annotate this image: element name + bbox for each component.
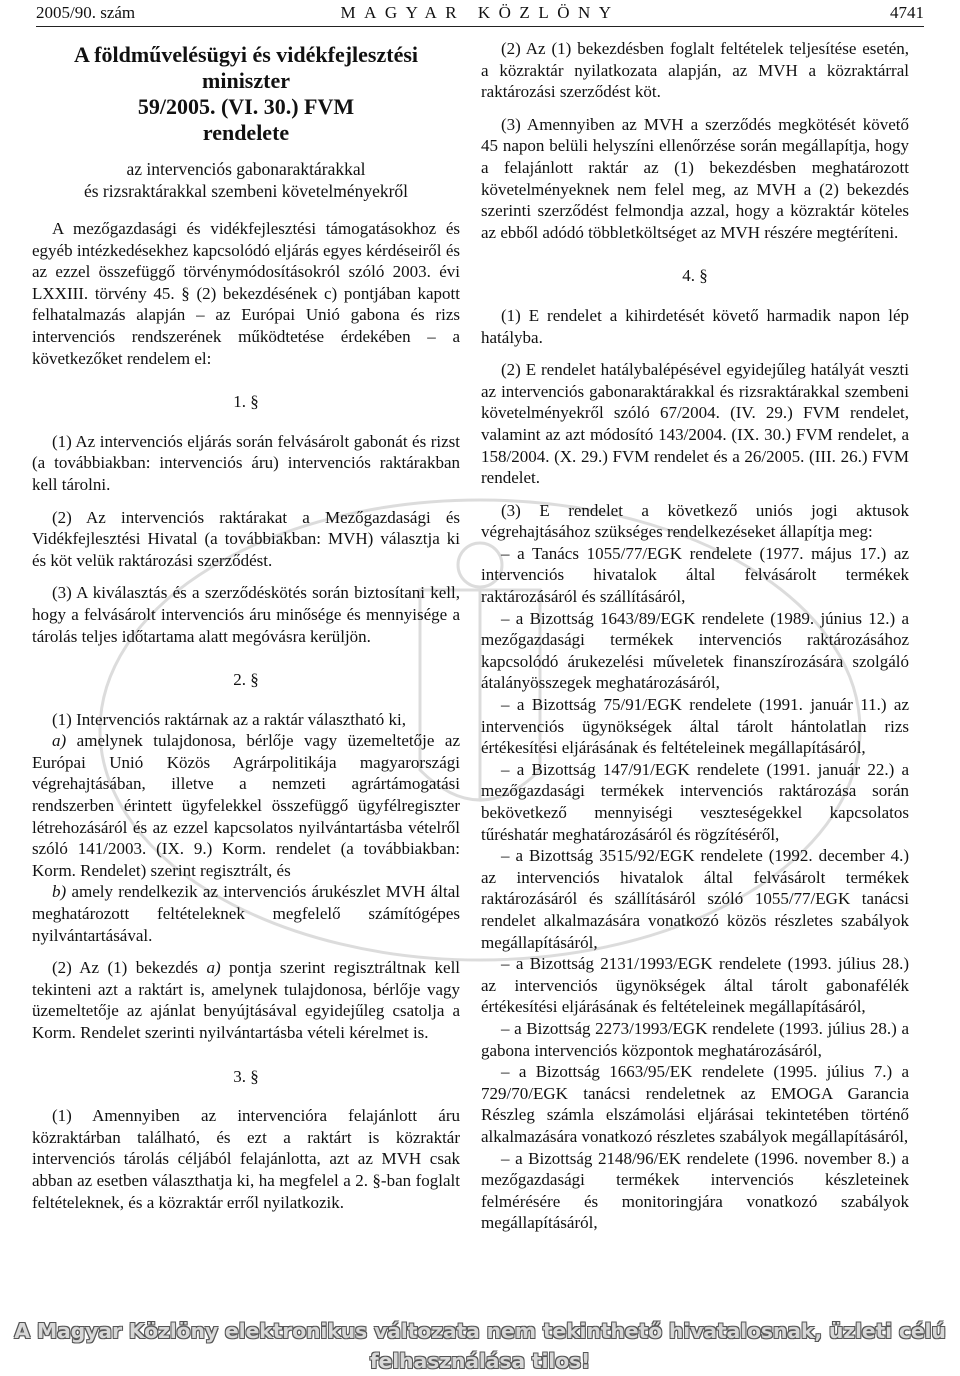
subtitle-line: és rizsraktárakkal szembeni követelményekről [83,181,409,201]
title-line: 59/2005. (VI. 30.) FVM [137,94,355,119]
point-text: amelynek tulajdonosa, bérlője vagy üzemeltetője az Európai Unió Közös Agrárpolitikája magyarországi végrehajtásában, illetve a nemzeti agrártámogatási rendszerben érintett ügyfelekkel összefüggő ügyfélregiszter létrehozásáról és az ezzel kapcsolatos nyilvántartásba vételről szóló 141/2003. (IX. 9.) Korm. rendelet (a továbbiakban: Korm. Rendelet) szerint regisztrált, és [32,731,461,880]
header-rule [36,26,924,27]
list-item: – a Bizottság 1643/89/EGK rendelete (1989. június 12.) a mezőgazdasági termékek intervenciós raktározásához kapcsolódó árukezelési műveletek finanszírozására szolgáló átalányösszegek meghatározásáról, [481,608,909,693]
paragraph: (1) Intervenciós raktárnak az a raktár választható ki, [52,709,406,729]
title-line: miniszter [202,68,290,93]
subtitle-line: az intervenciós gabonaraktárakkal [126,159,366,179]
preamble: A mezőgazdasági és vidékfejlesztési támogatásokhoz és egyéb intézkedésekhez kapcsolódó eljárás egyes kérdéseiről és az ezzel összefüggő törvénymódosításokról szóló 2003. évi LXXIII. törvény 45. § (2) bekezdésének c) pontjában kapott felhatalmazás alapján – az Európai Unió gabona és rizs intervenciós rendszerének működtetése érdekében – a következőket rendelem el: [32,219,460,368]
section-heading: 4. § [682,266,708,286]
footer-disclaimer: A Magyar Közlöny elektronikus változata nem tekinthető hivatalosnak, üzleti célú felhasználása tilos! [14,1319,946,1373]
issue-number: 2005/90. szám [36,3,136,22]
list-item: – a Bizottság 2273/1993/EGK rendelete (1993. július 28.) a gabona intervenciós központok meghatározásáról, [481,1018,909,1060]
paragraph-text: pontja szerint regisztráltnak kell tekinteni azt a raktárt is, amelynek tulajdonosa, bérlője vagy üzemeltetője az ajánlat benyújtásával egyidejűleg csatolja a Korm. Rendelet szerinti nyilvántartásba vételi kérelmet is. [32,958,461,1042]
list-item: – a Bizottság 2148/96/EK rendelete (1996. november 8.) a mezőgazdasági termékek intervenciós készleteinek felmérésére és monitoringjára vonatkozó szabályok megállapításáról, [481,1148,909,1233]
list-item: – a Bizottság 75/91/EGK rendelete (1991. január 11.) az intervenciós ügynökségek által tárolt hántolatlan rizs értékesítési eljárásának és feltételeinek megállapításáról, [481,695,909,758]
paragraph: (1) Az intervenciós eljárás során felvásárolt gabonát és rizst (a továbbiakban: intervenciós áru) intervenciós raktárakban kell tárolni. [32,431,460,494]
list-item: – a Bizottság 2131/1993/EGK rendelete (1993. július 28.) az intervenciós ügynökségek által tárolt gabonafélék értékesítési eljárásának és feltételeinek megállapításáról, [481,954,909,1017]
point-text: amely rendelkezik az intervenciós árukészlet MVH által meghatározott feltételeknek megfelelő számítógépes nyilvántartásával. [32,882,461,945]
paragraph: (2) E rendelet hatálybalépésével egyidejűleg hatályát veszti az intervenciós gabonaraktárakkal és rizsraktárakkal szembeni követelményekről szóló 67/2004. (IV. 29.) FVM rendelet, valamint az azt módosító 143/2004. (IX. 30.) FVM rendelet, a 158/2004. (X. 29.) FVM rendelet és a 26/2005. (III. 26.) FVM rendelet. [481,360,909,488]
title-line: A földművelésügyi és vidékfejlesztési [73,42,419,67]
page-number: 4741 [890,3,924,22]
journal-title: MAGYAR KÖZLÖNY [340,3,620,22]
paragraph-point-b [32,881,460,946]
point-reference: a) [206,958,221,978]
decree-subtitle [32,158,460,202]
section-heading: 2. § [233,670,259,690]
paragraph: (1) E rendelet a kihirdetését követő harmadik napon lép hatályba. [481,305,909,347]
paragraph-point-a [32,730,460,881]
list-item: – a Bizottság 1663/95/EK rendelete (1995. július 7.) a 729/70/EGK tanácsi rendeletnek az EMOGA Garancia Részleg számla elszámolási eljárásai tekintetében történő alkalmazására vonatkozó részletes szabályok megállapításáról, [481,1062,909,1146]
paragraph: (2) Az intervenciós raktárakat a Mezőgazdasági és Vidékfejlesztési Hivatal (a továbbiakban: MVH) választja ki és köt velük raktározási szerződést. [32,507,460,570]
left-column [32,38,460,1224]
list-item: – a Bizottság 3515/92/EGK rendelete (1992. december 4.) az intervenciós hivatalok által felvásárolt termékek raktározásáról és szállításáról szóló 1055/77/EGK tanácsi rendelet alkalmazására vonatkozó közös részletes szabályok megállapításáról, [481,846,909,952]
paragraph: (1) Amennyiben az intervencióra felajánlott áru közraktárban található, és ezt a raktárt is közraktár intervenciós tárolás céljából felajánlotta, azt az MVH csak abban az esetben választhatja ki, ha megfelel a 2. §-ban foglalt feltételeknek, és a közraktár erről nyilatkozik. [32,1106,460,1212]
list-item: – a Tanács 1055/77/EGK rendelete (1977. május 17.) az intervenciós hivatalok által felvásárolt termékek raktározásáról és szállításáról, [481,543,909,607]
paragraph: (3) A kiválasztás és a szerződéskötés során biztosítani kell, hogy a felvásárolt intervenciós áru minősége és mennyisége a tárolás teljes időtartama alatt megóvásra kerüljön. [32,583,460,646]
point-label: b) [52,882,67,902]
title-line: rendelete [202,120,290,145]
right-column [481,38,909,1234]
point-label: a) [52,731,67,751]
section-heading: 3. § [233,1066,259,1086]
page-header [36,2,924,26]
paragraph: (2) Az (1) bekezdésben foglalt feltételek teljesítése esetén, a közraktár nyilatkozata alapján, az MVH a közraktárral raktározási szerződést köt. [481,39,909,102]
paragraph-text: (2) Az (1) bekezdés [52,958,199,978]
decree-title [32,42,460,146]
section-heading: 1. § [233,392,259,412]
paragraph: (3) E rendelet a következő uniós jogi aktusok végrehajtásához szükséges rendelkezéseket állapítja meg: [481,500,909,542]
paragraph [32,957,460,1043]
list-item: – a Bizottság 147/91/EGK rendelete (1991. január 22.) a mezőgazdasági termékek intervenciós raktározása során bekövetkező mennyiségi veszteségekkel kapcsolatos tűréshatár meghatározásáról és rögzítéséről, [481,759,909,844]
eu-act-list [481,543,909,1234]
paragraph: (3) Amennyiben az MVH a szerződés megkötését követő 45 napon belüli helyszíni ellenőrzése során megállapítja, hogy a felajánlott raktár az (1) bekezdésben meghatározott követelményeknek nem felel meg, az MVH a (2) bekezdés szerinti szerződést felmondja azzal, hogy a közraktár köteles az ebből adódó többletköltséget az MVH részére megtéríteni. [481,114,909,242]
